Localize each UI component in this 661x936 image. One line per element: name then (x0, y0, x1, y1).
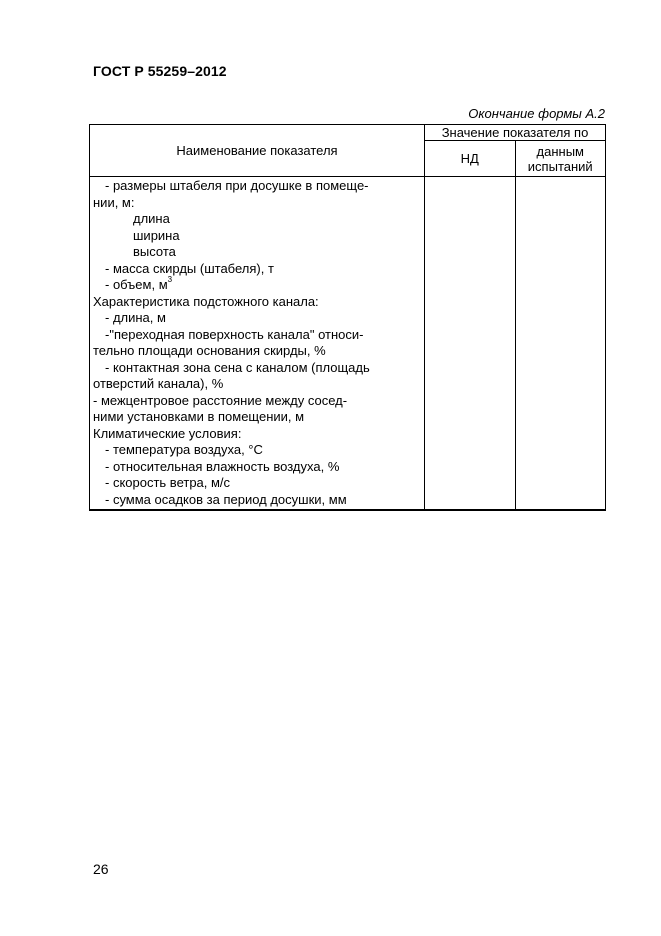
nd-header: НД (425, 141, 516, 177)
superscript: 3 (167, 275, 173, 284)
table-row: ширина (133, 227, 180, 243)
document-header: ГОСТ Р 55259–2012 (93, 63, 227, 79)
test-data-header-line2: испытаний (527, 158, 593, 174)
table-row: высота (133, 244, 176, 259)
table-row: - межцентровое расстояние между сосед- (93, 392, 348, 408)
table-row: Климатические условия: (93, 425, 242, 441)
volume-label: - объем, м (105, 277, 168, 292)
table-row: - размеры штабеля при досушке в помеще- (105, 178, 369, 193)
table-row: - сумма осадков за период досушки, мм (105, 491, 347, 507)
test-values-cell (515, 177, 606, 511)
indicator-table (89, 124, 606, 511)
table-body-row (90, 177, 606, 511)
indicator-name-header: Наименование показателя (90, 125, 425, 177)
table-row: ними установками в помещении, м (93, 409, 305, 424)
table-row: - скорость ветра, м/с (105, 475, 231, 490)
nd-values-cell (425, 177, 516, 511)
form-caption: Окончание формы А.2 (468, 106, 605, 121)
table-row (93, 277, 420, 294)
table-row: - относительная влажность воздуха, % (105, 458, 340, 474)
table-row: -"переходная поверхность канала" относи- (105, 326, 364, 342)
table-row: длина (133, 211, 170, 226)
test-data-header (515, 141, 606, 177)
table-row: нии, м: (93, 194, 135, 210)
table-row: - длина, м (105, 310, 166, 325)
test-data-header-line1: данным (536, 143, 584, 159)
table-row: тельно площади основания скирды, % (93, 343, 326, 358)
table-row: Характеристика подстожного канала: (93, 293, 319, 309)
page-number: 26 (93, 861, 109, 877)
table-row: отверстий канала), % (93, 376, 224, 391)
table-row: - масса скирды (штабеля), т (105, 260, 274, 276)
indicator-names-cell (90, 177, 425, 511)
table-row: - температура воздуха, °С (105, 442, 263, 457)
table-row: - контактная зона сена с каналом (площадь (105, 359, 370, 375)
indicator-value-header: Значение показателя по (425, 125, 606, 141)
